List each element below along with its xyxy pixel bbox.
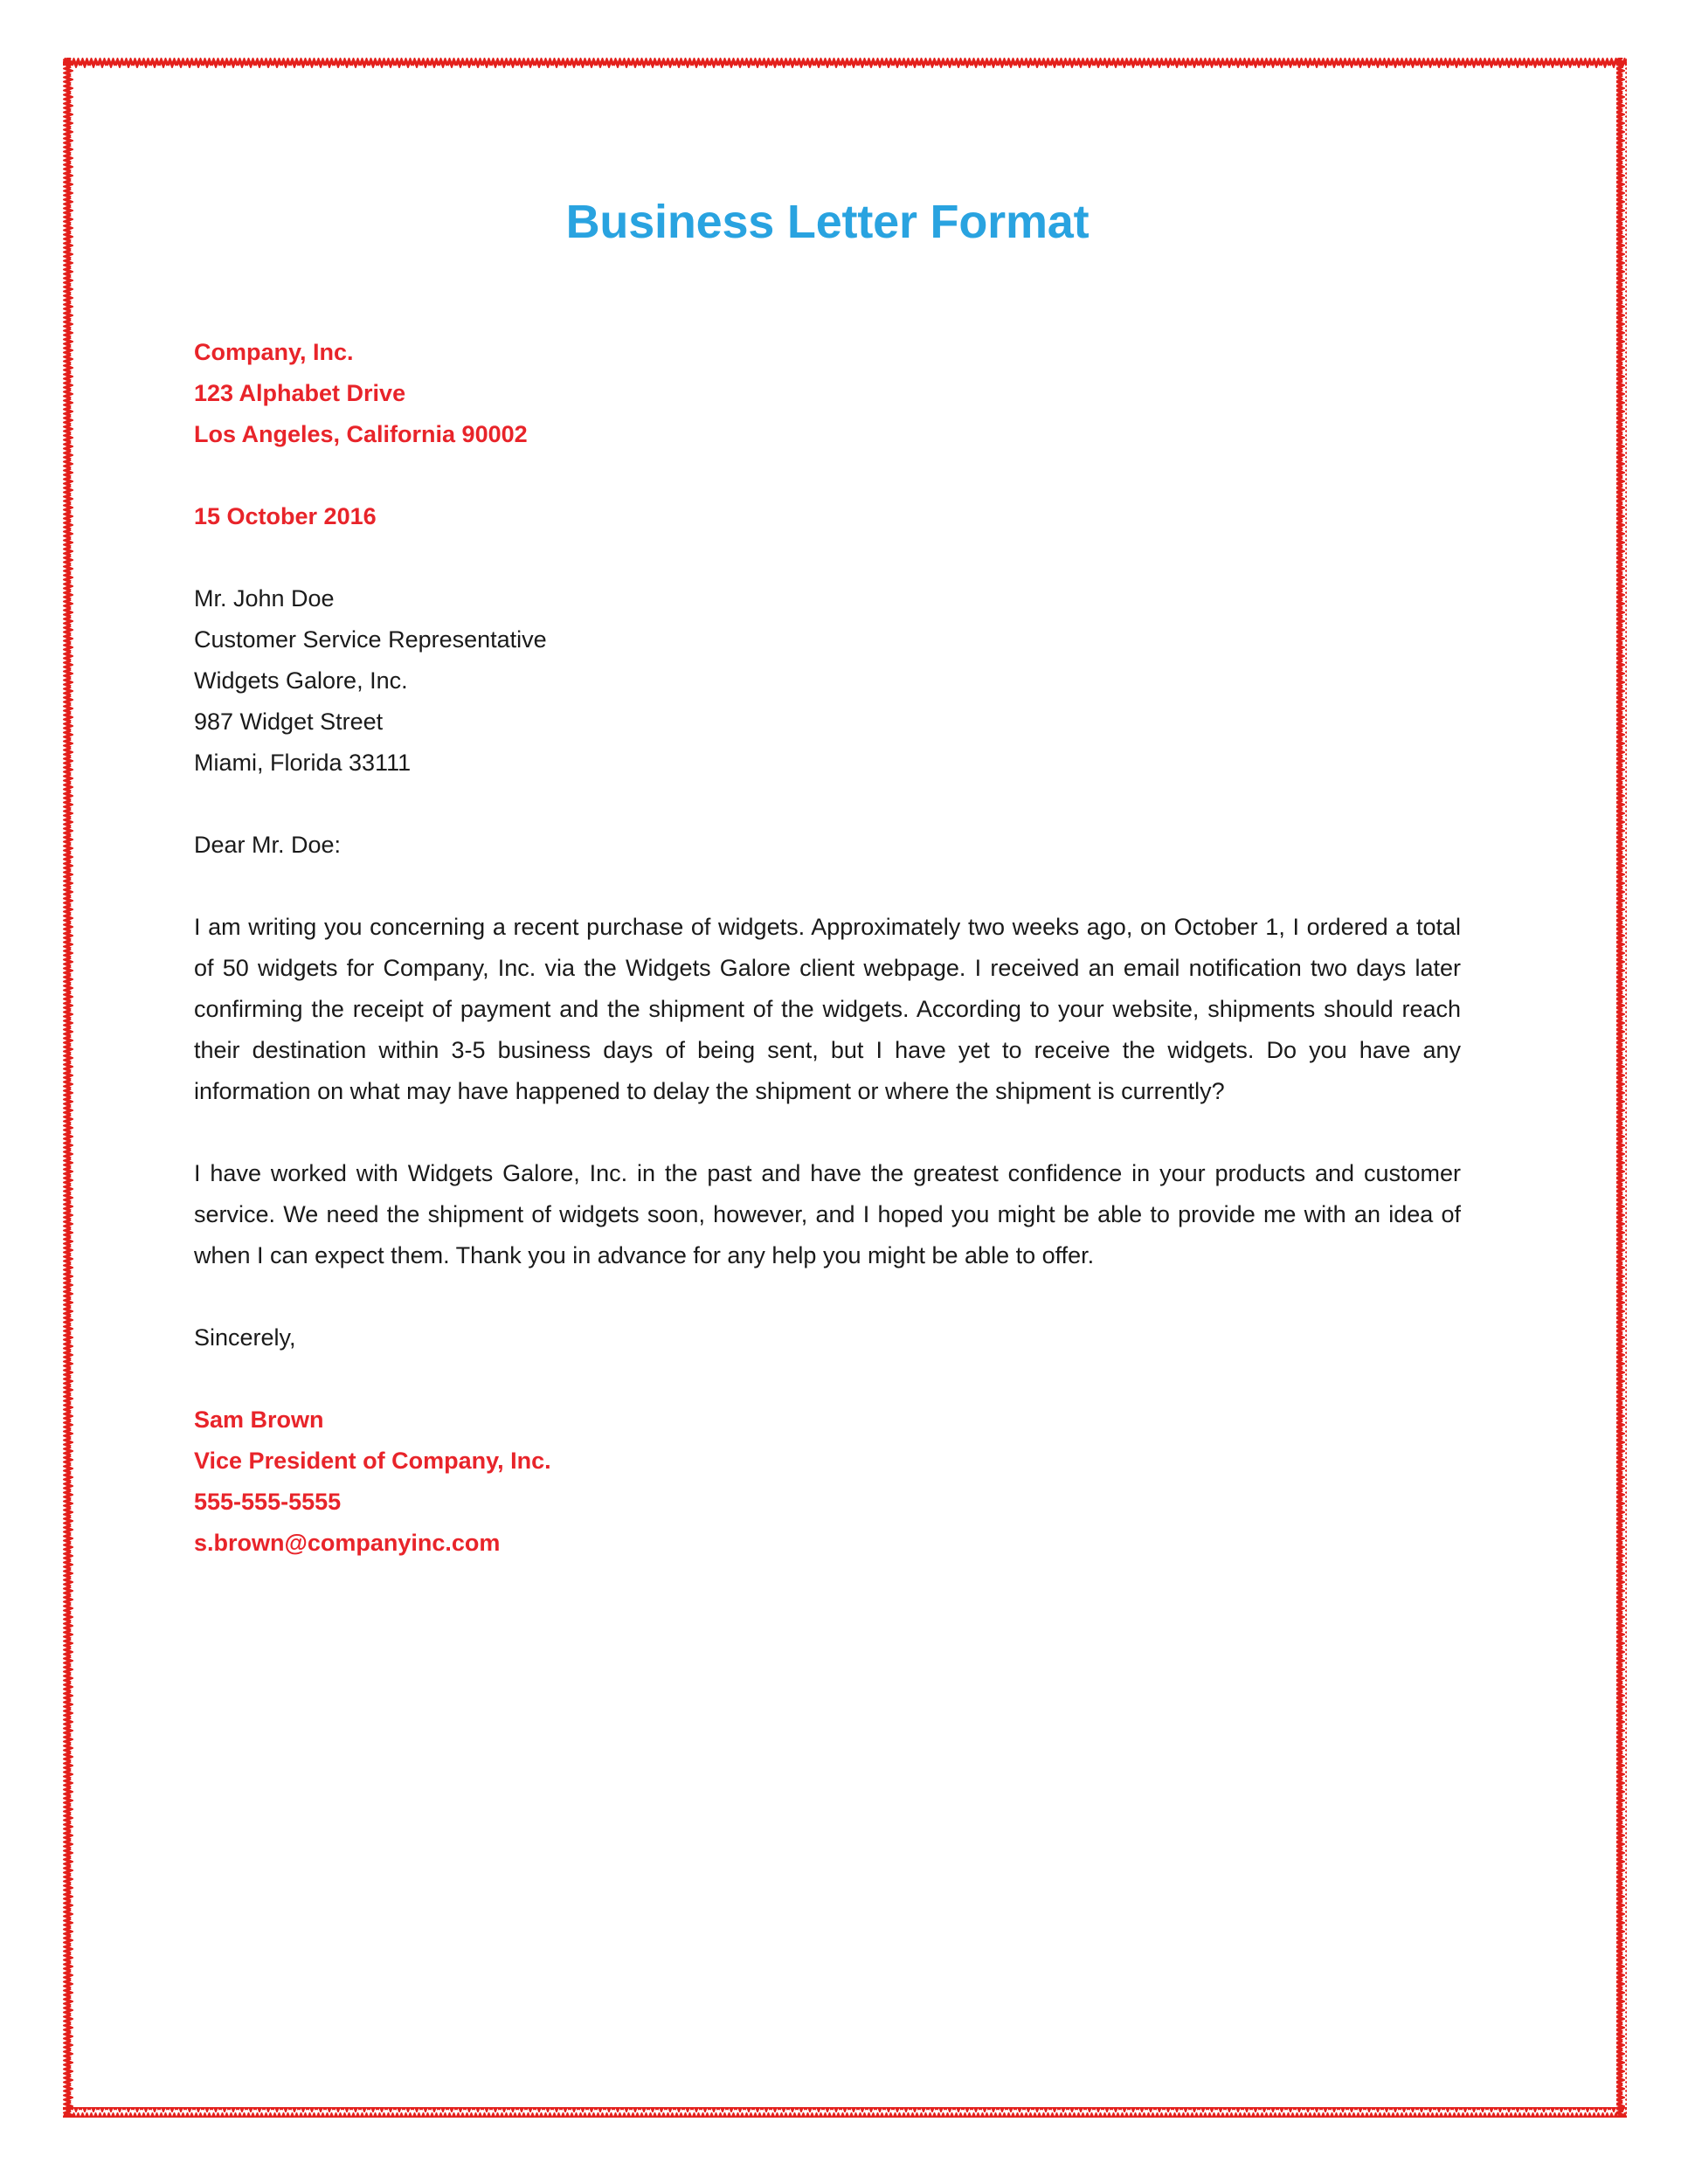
closing-block	[194, 1317, 1461, 1358]
letter-date: 15 October 2016	[194, 503, 377, 530]
sender-city-state-zip: Los Angeles, California 90002	[194, 421, 528, 448]
recipient-job-title: Customer Service Representative	[194, 626, 547, 653]
sender-street: 123 Alphabet Drive	[194, 380, 406, 407]
recipient-city-state-zip: Miami, Florida 33111	[194, 750, 412, 777]
letter-content	[194, 0, 1461, 1564]
page-title: Business Letter Format	[565, 196, 1090, 248]
recipient-address-block	[194, 578, 1461, 784]
letter-date-block	[194, 496, 1461, 537]
signer-email: s.brown@companyinc.com	[194, 1530, 501, 1557]
body-paragraph-1: I am writing you concerning a recent purchase of widgets. Approximately two weeks ago, on October 1, I ordered a total of 50 widgets for Company, Inc. via the Widgets Galore client webpage. I received an email notification two days later confirming the receipt of payment and the shipment of the widgets. According to your website, shipments should reach their destination within 3-5 business days of being sent, but I have yet to receive the widgets. Do you have any information on what may have happened to delay the shipment or where the shipment is currently?	[194, 914, 1461, 1105]
recipient-name: Mr. John Doe	[194, 585, 335, 612]
signer-phone: 555-555-5555	[194, 1489, 342, 1516]
recipient-street: 987 Widget Street	[194, 708, 384, 736]
body-paragraph-2: I have worked with Widgets Galore, Inc. in the past and have the greatest confidence in your products and customer service. We need the shipment of widgets soon, however, and I hoped you might be able to provide me with an idea of when I can expect them. Thank you in advance for any help you might be able to offer.	[194, 1160, 1461, 1269]
recipient-company: Widgets Galore, Inc.	[194, 667, 408, 695]
salutation-block	[194, 825, 1461, 866]
salutation: Dear Mr. Doe:	[194, 832, 342, 859]
sender-company: Company, Inc.	[194, 339, 354, 366]
closing-salutation: Sincerely,	[194, 1324, 296, 1351]
signer-job-title: Vice President of Company, Inc.	[194, 1448, 551, 1475]
signer-name: Sam Brown	[194, 1406, 324, 1434]
sender-address-block	[194, 332, 1461, 455]
signature-block	[194, 1400, 1461, 1564]
